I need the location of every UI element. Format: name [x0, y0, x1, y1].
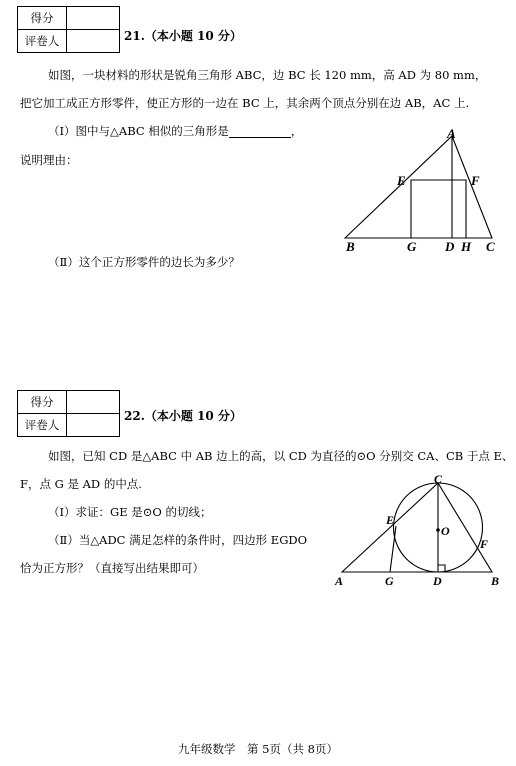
q21-score-label: 得分: [18, 7, 67, 30]
q22-label-a: A: [335, 574, 344, 588]
page-footer: 九年级数学 第 5页（共 8页）: [178, 742, 338, 756]
q21-label-h: H: [461, 239, 472, 254]
q21-label-g: G: [407, 239, 417, 254]
q21-label-b: B: [346, 239, 355, 254]
q21-score-cell: [67, 7, 120, 30]
q21-grader-label: 评卷人: [18, 30, 67, 53]
q21-figure: [335, 126, 505, 256]
q21-label-d: D: [445, 239, 455, 254]
q22-grader-cell: [67, 414, 120, 437]
q22-right-angle-mark: [438, 565, 445, 572]
q21-score-table: [17, 6, 120, 53]
q22-center-point: [436, 528, 440, 532]
q21-paragraph-1: 如图，一块材料的形状是锐角三角形 ABC，边 BC 长 120 mm，高 AD 为 80 mm，: [48, 68, 487, 82]
q22-label-f: F: [480, 537, 489, 551]
q21-part-1: [48, 124, 302, 138]
q22-paragraph-1: 如图，已知 CD 是△ABC 中 AB 边上的高，以 CD 为直径的⊙O 分别交 CA、CB 于点 E、: [48, 449, 514, 463]
q22-figure: [330, 472, 510, 592]
q22-score-table: [17, 390, 120, 437]
q22-grader-label: 评卷人: [18, 414, 67, 437]
q22-paragraph-2: F，点 G 是 AD 的中点.: [20, 477, 142, 491]
q21-label-a: A: [447, 126, 456, 141]
q22-part-2-line-2: 恰为正方形？（直接写出结果即可）: [20, 561, 204, 575]
q21-triangle-abc: [345, 136, 492, 238]
q21-label-c: C: [486, 239, 495, 254]
q22-label-d: D: [433, 574, 442, 588]
q21-reason-label: 说明理由：: [20, 153, 78, 167]
q22-score-label: 得分: [18, 391, 67, 414]
q21-label-f: F: [471, 173, 480, 188]
q21-paragraph-2: 把它加工成正方形零件，使正方形的一边在 BC 上，其余两个顶点分别在边 AB，AC 上.: [20, 96, 470, 110]
q22-part-2-line-1: （Ⅱ）当△ADC 满足怎样的条件时，四边形 EGDO: [48, 533, 308, 547]
q22-segment-ge: [390, 526, 396, 572]
q22-label-e: E: [386, 513, 395, 527]
q22-label-g: G: [385, 574, 394, 588]
q21-grader-cell: [67, 30, 120, 53]
q22-label-o: O: [441, 524, 450, 538]
q21-part-1-prefix: （Ⅰ）图中与△ABC 相似的三角形是: [48, 124, 229, 138]
q22-part-1: （Ⅰ）求证：GE 是⊙O 的切线；: [48, 505, 212, 519]
q21-part-2: （Ⅱ）这个正方形零件的边长为多少？: [48, 255, 240, 269]
q21-header: 21.（本小题 10 分）: [124, 29, 242, 43]
q22-header: 22.（本小题 10 分）: [124, 409, 242, 423]
q21-label-e: E: [397, 173, 406, 188]
q21-part-1-suffix: ，: [290, 124, 303, 138]
q22-score-cell: [67, 391, 120, 414]
q21-answer-blank: [229, 126, 291, 138]
q21-square-efhg: [411, 180, 466, 238]
q22-label-b: B: [491, 574, 500, 588]
q22-label-c: C: [434, 472, 443, 486]
